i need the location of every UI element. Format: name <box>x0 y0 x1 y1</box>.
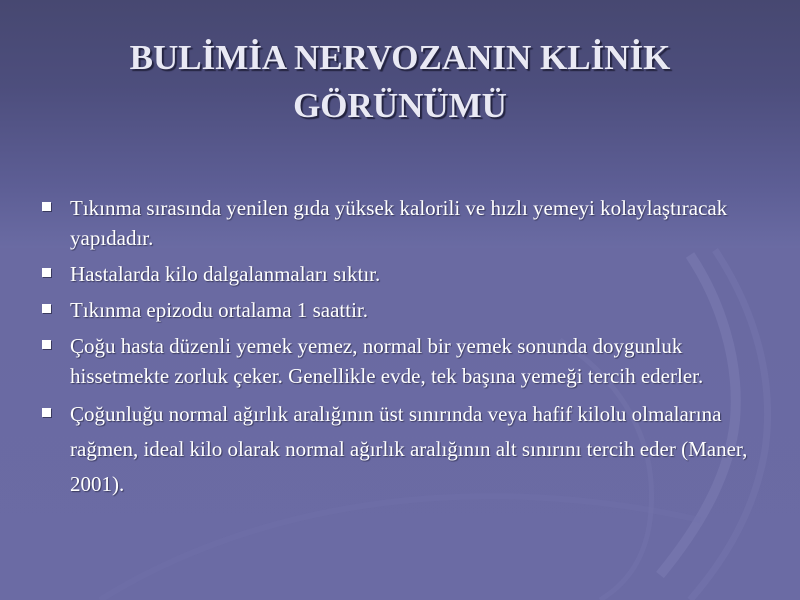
square-bullet-icon <box>42 408 51 417</box>
square-bullet-icon <box>42 202 51 211</box>
square-bullet-icon <box>42 268 51 277</box>
bullet-item <box>40 331 770 391</box>
bullet-text: Çoğu hasta düzenli yemek yemez, normal bir yemek sonunda doygunluk hissetmekte zorluk çeker. Genellikle evde, tek başına yemeği tercih ederler. <box>70 334 704 388</box>
bullet-text: Çoğunluğu normal ağırlık aralığının üst sınırında veya hafif kilolu olmalarına rağmen, ideal kilo olarak normal ağırlık aralığının alt sınırını tercih eder (Maner, 2001). <box>70 402 748 496</box>
bullet-item <box>40 259 770 289</box>
square-bullet-icon <box>42 304 51 313</box>
bullet-text: Tıkınma epizodu ortalama 1 saattir. <box>70 298 368 322</box>
bullet-text: Hastalarda kilo dalgalanmaları sıktır. <box>70 262 381 286</box>
bullet-item <box>40 193 770 253</box>
slide-title: BULİMİA NERVOZANIN KLİNİK GÖRÜNÜMÜ <box>129 38 671 125</box>
bullet-list <box>40 193 770 508</box>
bullet-item <box>40 397 770 502</box>
square-bullet-icon <box>42 340 51 349</box>
bullet-text: Tıkınma sırasında yenilen gıda yüksek kalorili ve hızlı yemeyi kolaylaştıracak yapıdadır. <box>70 196 728 250</box>
bullet-item <box>40 295 770 325</box>
